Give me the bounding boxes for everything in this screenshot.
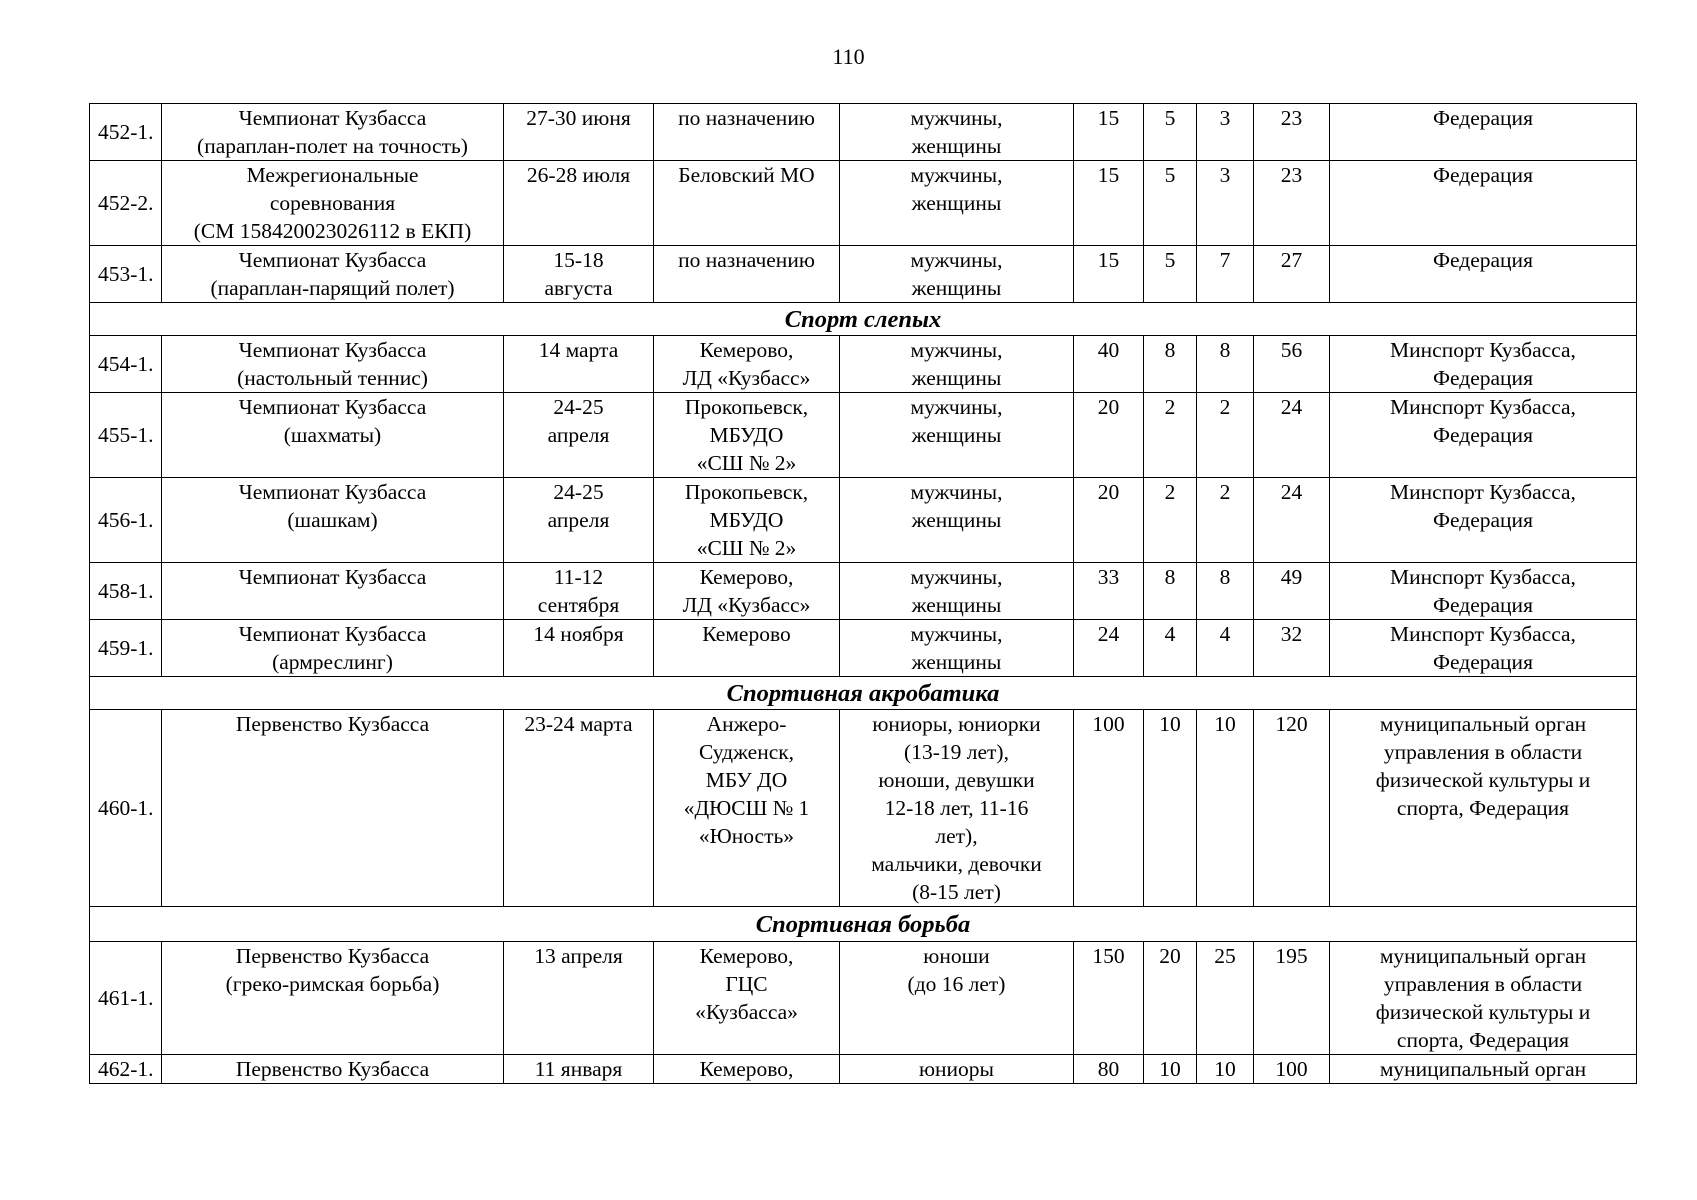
table-row: [90, 393, 1637, 478]
event-date: 24-25 апреля: [504, 478, 654, 563]
event-name: Чемпионат Кузбасса (шахматы): [162, 393, 504, 478]
event-date: 26-28 июля: [504, 161, 654, 246]
event-participants: мужчины, женщины: [840, 478, 1074, 563]
event-place: Беловский МО: [654, 161, 840, 246]
event-name: Первенство Кузбасса (греко-римская борьба): [162, 942, 504, 1055]
table-row: [90, 620, 1637, 677]
table-body: [90, 104, 1637, 1084]
event-date: 14 ноября: [504, 620, 654, 677]
event-name: Чемпионат Кузбасса (параплан-полет на точность): [162, 104, 504, 161]
organizer: Федерация: [1330, 104, 1637, 161]
organizer: муниципальный орган управления в области физической культуры и спорта, Федерация: [1330, 710, 1637, 907]
count-athletes: 80: [1074, 1055, 1144, 1084]
section-header-row: [90, 907, 1637, 942]
organizer: Минспорт Кузбасса, Федерация: [1330, 393, 1637, 478]
event-participants: юниоры: [840, 1055, 1074, 1084]
section-title: Спортивная борьба: [90, 907, 1637, 942]
event-participants: мужчины, женщины: [840, 104, 1074, 161]
event-number: 460-1.: [90, 710, 162, 907]
count-total: 24: [1254, 478, 1330, 563]
count-judges: 2: [1197, 478, 1254, 563]
count-coaches: 5: [1144, 161, 1197, 246]
count-coaches: 8: [1144, 563, 1197, 620]
event-date: 13 апреля: [504, 942, 654, 1055]
event-place: Кемерово: [654, 620, 840, 677]
event-name: Чемпионат Кузбасса (армреслинг): [162, 620, 504, 677]
event-place: Кемерово, ГЦС «Кузбасса»: [654, 942, 840, 1055]
table-row: [90, 246, 1637, 303]
event-place: Анжеро- Судженск, МБУ ДО «ДЮСШ № 1 «Юность»: [654, 710, 840, 907]
event-participants: мужчины, женщины: [840, 393, 1074, 478]
count-total: 56: [1254, 336, 1330, 393]
count-judges: 8: [1197, 563, 1254, 620]
count-coaches: 4: [1144, 620, 1197, 677]
count-athletes: 15: [1074, 246, 1144, 303]
table-row: [90, 942, 1637, 1055]
count-total: 100: [1254, 1055, 1330, 1084]
event-place: Кемерово, ЛД «Кузбасс»: [654, 336, 840, 393]
count-total: 49: [1254, 563, 1330, 620]
count-athletes: 150: [1074, 942, 1144, 1055]
count-athletes: 33: [1074, 563, 1144, 620]
event-name: Чемпионат Кузбасса (шашкам): [162, 478, 504, 563]
count-coaches: 10: [1144, 1055, 1197, 1084]
event-participants: юноши (до 16 лет): [840, 942, 1074, 1055]
count-athletes: 24: [1074, 620, 1144, 677]
event-number: 453-1.: [90, 246, 162, 303]
section-header-row: [90, 677, 1637, 710]
event-date: 15-18 августа: [504, 246, 654, 303]
count-coaches: 8: [1144, 336, 1197, 393]
event-place: по назначению: [654, 104, 840, 161]
count-total: 23: [1254, 161, 1330, 246]
event-name: Чемпионат Кузбасса (параплан-парящий полет): [162, 246, 504, 303]
event-number: 461-1.: [90, 942, 162, 1055]
count-coaches: 2: [1144, 478, 1197, 563]
organizer: Федерация: [1330, 161, 1637, 246]
table-row: [90, 478, 1637, 563]
section-title: Спорт слепых: [90, 303, 1637, 336]
event-name: Первенство Кузбасса: [162, 710, 504, 907]
event-participants: мужчины, женщины: [840, 161, 1074, 246]
count-total: 120: [1254, 710, 1330, 907]
count-athletes: 15: [1074, 104, 1144, 161]
event-place: Кемерово, ЛД «Кузбасс»: [654, 563, 840, 620]
table-row: [90, 563, 1637, 620]
count-judges: 3: [1197, 104, 1254, 161]
organizer: Минспорт Кузбасса, Федерация: [1330, 336, 1637, 393]
event-date: 24-25 апреля: [504, 393, 654, 478]
count-athletes: 100: [1074, 710, 1144, 907]
count-total: 195: [1254, 942, 1330, 1055]
event-number: 454-1.: [90, 336, 162, 393]
organizer: муниципальный орган управления в области физической культуры и спорта, Федерация: [1330, 942, 1637, 1055]
event-place: Кемерово,: [654, 1055, 840, 1084]
event-name: Первенство Кузбасса: [162, 1055, 504, 1084]
organizer: Минспорт Кузбасса, Федерация: [1330, 563, 1637, 620]
count-coaches: 10: [1144, 710, 1197, 907]
event-number: 456-1.: [90, 478, 162, 563]
organizer: Федерация: [1330, 246, 1637, 303]
table-row: [90, 336, 1637, 393]
event-number: 459-1.: [90, 620, 162, 677]
table-row: [90, 104, 1637, 161]
count-athletes: 20: [1074, 478, 1144, 563]
event-date: 11-12 сентября: [504, 563, 654, 620]
count-coaches: 20: [1144, 942, 1197, 1055]
count-total: 23: [1254, 104, 1330, 161]
event-number: 452-2.: [90, 161, 162, 246]
event-participants: мужчины, женщины: [840, 336, 1074, 393]
count-judges: 25: [1197, 942, 1254, 1055]
event-number: 452-1.: [90, 104, 162, 161]
table-row: [90, 710, 1637, 907]
count-athletes: 15: [1074, 161, 1144, 246]
page-number: 110: [832, 44, 865, 69]
count-total: 32: [1254, 620, 1330, 677]
event-place: Прокопьевск, МБУДО «СШ № 2»: [654, 478, 840, 563]
event-participants: юниоры, юниорки (13-19 лет), юноши, девушки 12-18 лет, 11-16 лет), мальчики, девочки (8-15 лет): [840, 710, 1074, 907]
table-row: [90, 161, 1637, 246]
count-coaches: 5: [1144, 246, 1197, 303]
organizer: Минспорт Кузбасса, Федерация: [1330, 478, 1637, 563]
table-row: [90, 1055, 1637, 1084]
count-judges: 10: [1197, 1055, 1254, 1084]
count-athletes: 40: [1074, 336, 1144, 393]
event-date: 14 марта: [504, 336, 654, 393]
event-place: по назначению: [654, 246, 840, 303]
event-name: Чемпионат Кузбасса: [162, 563, 504, 620]
event-date: 11 января: [504, 1055, 654, 1084]
count-judges: 2: [1197, 393, 1254, 478]
event-place: Прокопьевск, МБУДО «СШ № 2»: [654, 393, 840, 478]
count-judges: 3: [1197, 161, 1254, 246]
event-name: Межрегиональные соревнования (СМ 158420023026112 в ЕКП): [162, 161, 504, 246]
organizer: муниципальный орган: [1330, 1055, 1637, 1084]
count-judges: 8: [1197, 336, 1254, 393]
count-coaches: 5: [1144, 104, 1197, 161]
event-participants: мужчины, женщины: [840, 620, 1074, 677]
count-coaches: 2: [1144, 393, 1197, 478]
event-number: 455-1.: [90, 393, 162, 478]
count-total: 24: [1254, 393, 1330, 478]
organizer: Минспорт Кузбасса, Федерация: [1330, 620, 1637, 677]
count-total: 27: [1254, 246, 1330, 303]
count-athletes: 20: [1074, 393, 1144, 478]
event-participants: мужчины, женщины: [840, 246, 1074, 303]
count-judges: 10: [1197, 710, 1254, 907]
event-date: 23-24 марта: [504, 710, 654, 907]
schedule-table: [89, 103, 1637, 1084]
section-header-row: [90, 303, 1637, 336]
event-participants: мужчины, женщины: [840, 563, 1074, 620]
event-number: 458-1.: [90, 563, 162, 620]
event-name: Чемпионат Кузбасса (настольный теннис): [162, 336, 504, 393]
count-judges: 7: [1197, 246, 1254, 303]
event-date: 27-30 июня: [504, 104, 654, 161]
count-judges: 4: [1197, 620, 1254, 677]
section-title: Спортивная акробатика: [90, 677, 1637, 710]
event-number: 462-1.: [90, 1055, 162, 1084]
